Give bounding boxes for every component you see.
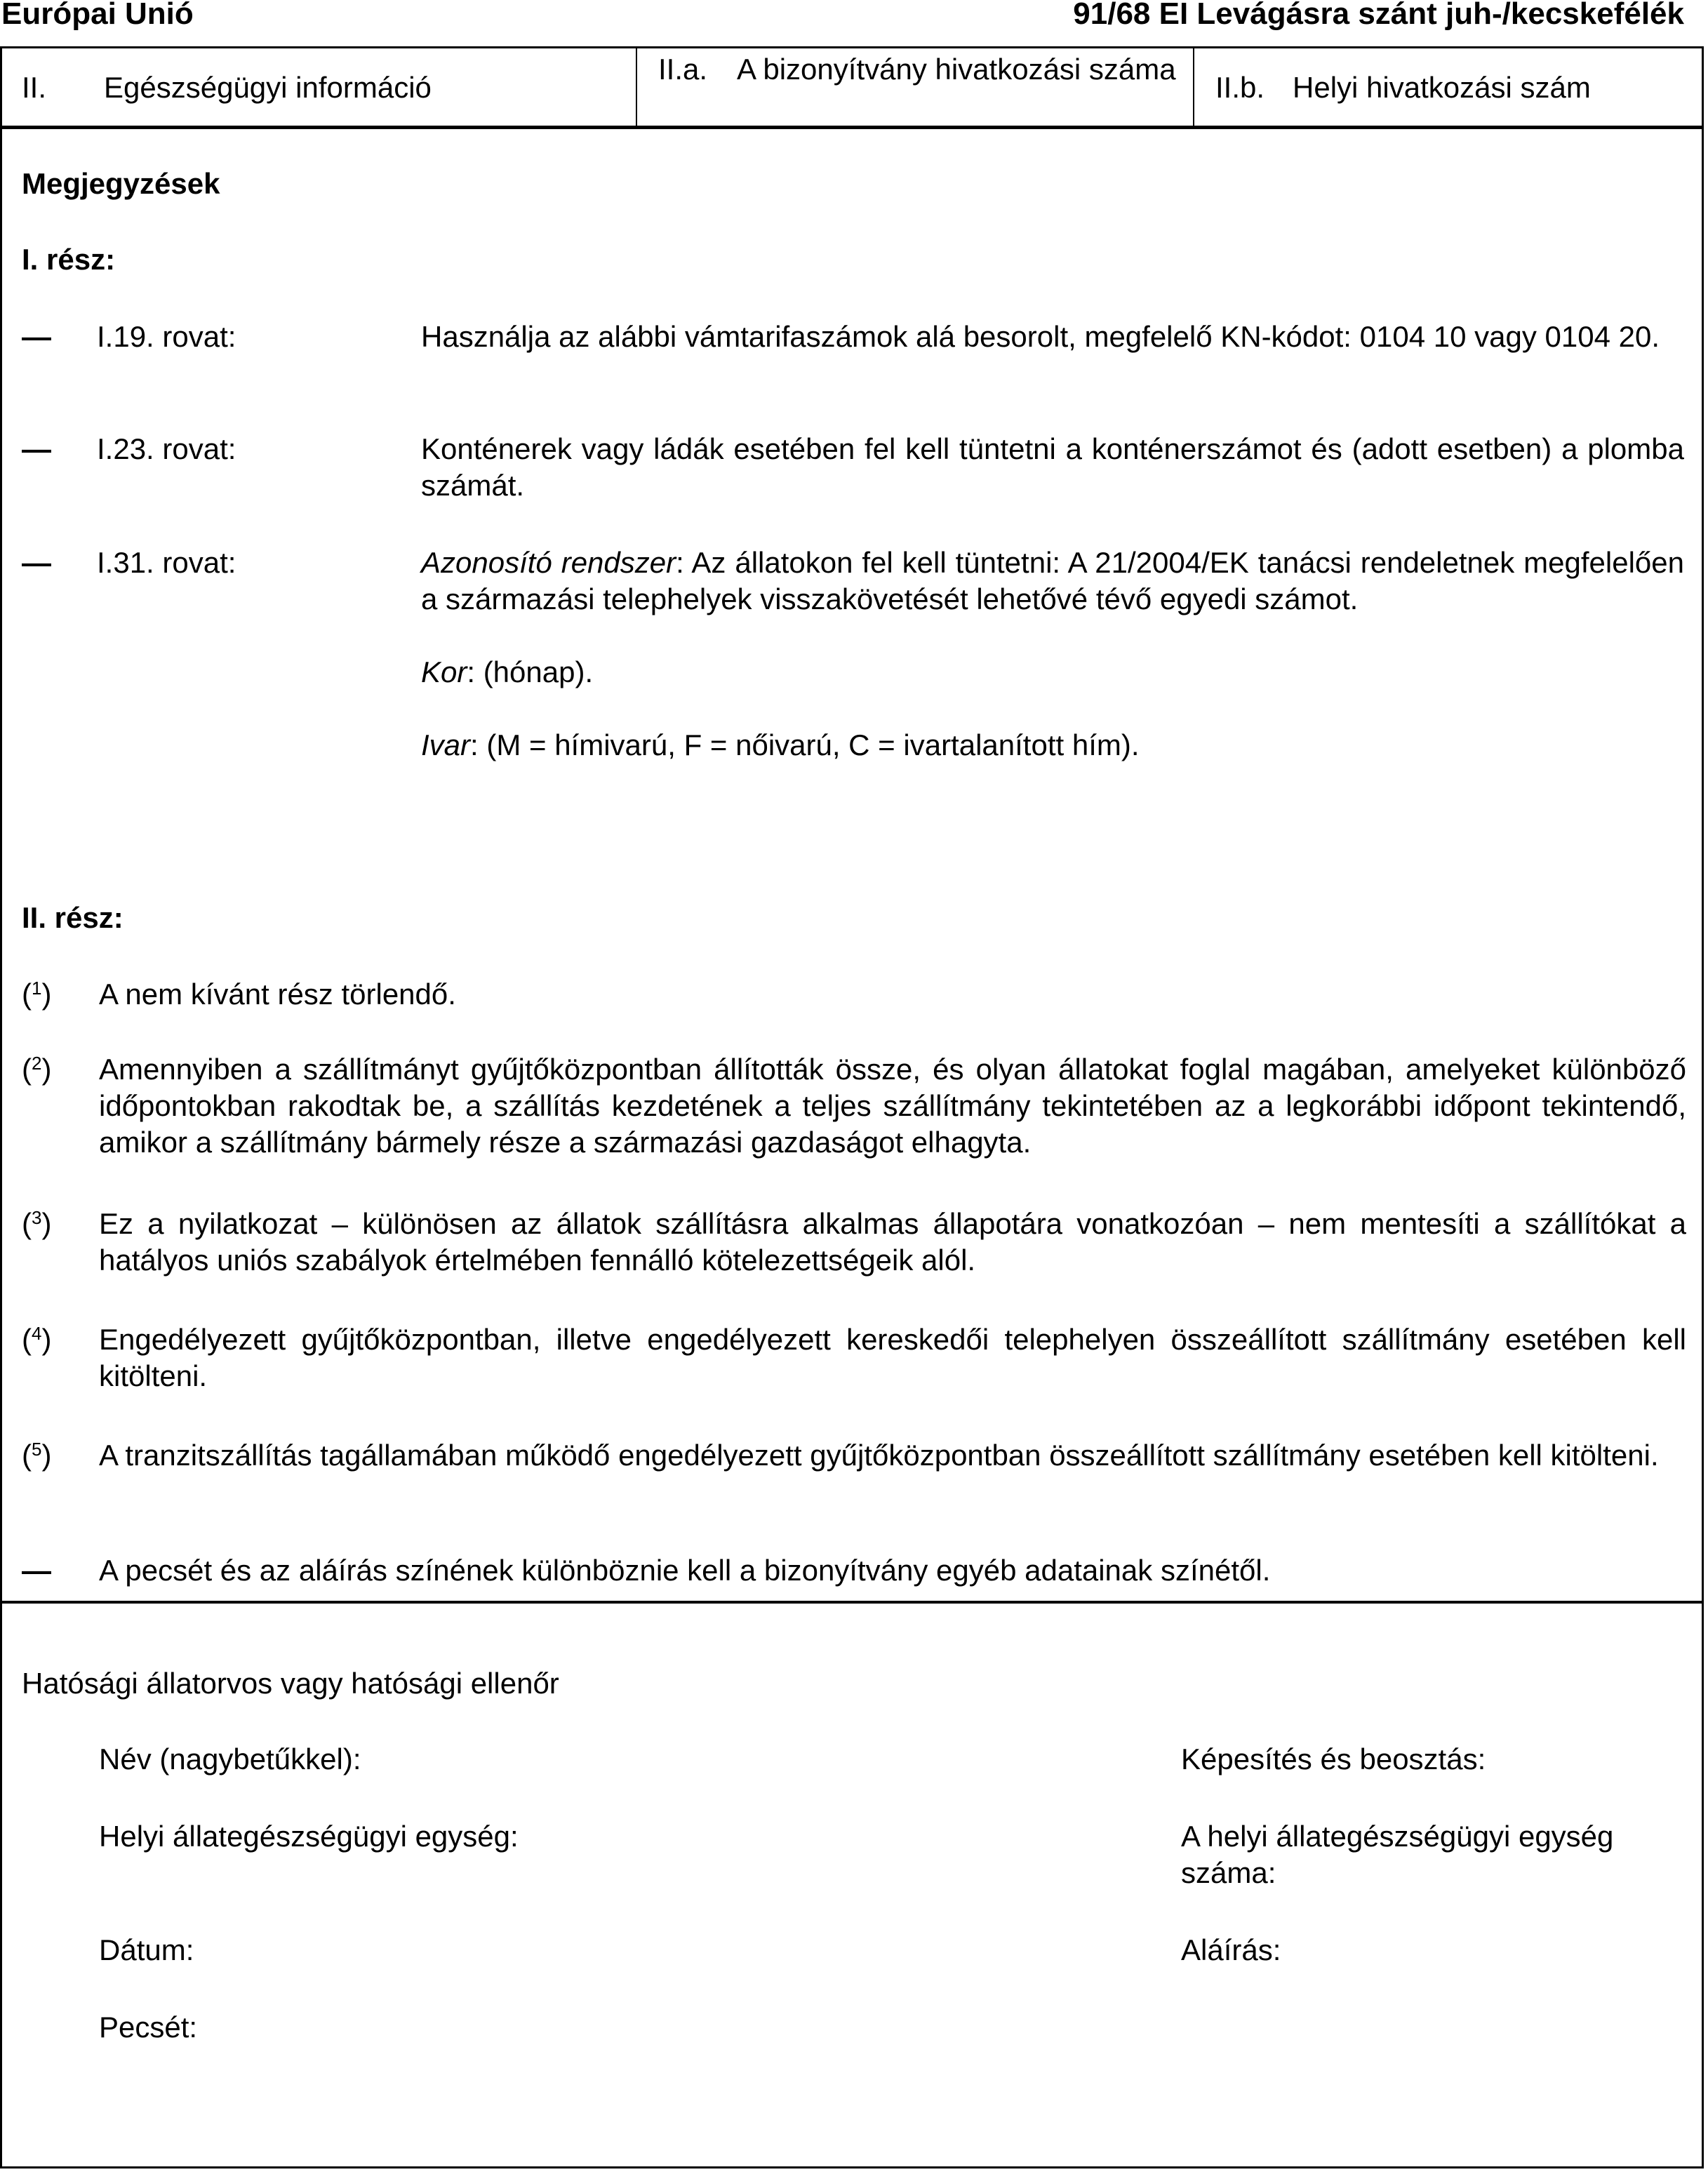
footnote-text: Amennyiben a szállítmányt gyűjtőközpontban állították össze, és olyan állatokat foglal magában, amelyeket különböző időpontokban rakodtak be, a szállítás kezdetének a teljes szállítmány tekintetében az a legkorábbi időpont tekintendő, amikor a szállítmány bármely része a származási gazdaságot elhagyta. [99,1053,1686,1159]
section-number: II. [22,71,47,104]
dash-bullet: — [22,432,51,465]
section-header-certificate-reference [637,48,1194,126]
footnote-number: ($^3$) [22,1207,52,1240]
section-number: II.a. [658,53,708,86]
term-label: Ivar [421,728,471,761]
footnote-number: ($^5$) [22,1439,52,1472]
section-label: Helyi hivatkozási szám [1293,71,1591,104]
certificate-frame [0,46,1704,2168]
section-header-local-reference [1194,48,1703,126]
stamp-field-label: Pecsét: [99,2011,198,2044]
part2-title: II. rész: [22,901,124,934]
signature-section [2,1604,1702,2165]
notes-section [2,129,1702,1604]
section-label: Egészségügyi információ [104,71,432,104]
footnote-text: Engedélyezett gyűjtőközpontban, illetve engedélyezett kereskedői telephelyen összeállított szállítmány esetében kell kitölteni. [99,1323,1686,1392]
field-reference: I.23. rovat: [97,432,236,465]
header-right-title: 91/68 EI Levágásra szánt juh-/kecskefélék [1073,0,1684,31]
footnote-text: A nem kívánt rész törlendő. [99,978,456,1011]
date-field-label: Dátum: [99,1933,194,1966]
local-unit-number-field-label: A helyi állategészségügyi egység száma: [1181,1820,1614,1889]
section-header-health-info [2,48,637,126]
footnote-text: A tranzitszállítás tagállamában működő engedélyezett gyűjtőközpontban összeállított szállítmány esetében kell kitölteni. [99,1439,1659,1472]
dash-bullet: — [22,320,51,353]
official-title: Hatósági állatorvos vagy hatósági ellenőr [22,1667,559,1700]
document-header [0,0,1708,45]
footnote-text: Ez a nyilatkozat – különösen az állatok szállításra alkalmas állapotára vonatkozóan – nem mentesíti a szállítókat a hatályos uniós szabályok értelmében fennálló kötelezettségeik alól. [99,1207,1686,1277]
note-text [421,545,1684,764]
qualification-field-label: Képesítés és beosztás: [1181,1743,1486,1775]
local-unit-field-label: Helyi állategészségügyi egység: [99,1820,519,1853]
term-label: Azonosító rendszer [421,546,676,579]
notes-title: Megjegyzések [22,167,220,200]
section-label: A bizonyítvány hivatkozási száma [737,53,1176,86]
note-text: Használja az alábbi vámtarifaszámok alá besorolt, megfelelő KN-kódot: 0104 10 vagy 0104 20. [421,320,1660,353]
sex-note: Ivar: (M = hímivarú, F = nőivarú, C = ivartalanított hím). [421,728,1140,761]
dash-bullet: — [22,1554,51,1587]
footnote-number: ($^2$) [22,1053,52,1086]
term-label: Kor [421,655,467,688]
age-note: Kor: (hónap). [421,655,594,688]
footnote-number: ($^4$) [22,1323,52,1356]
note-text: A pecsét és az aláírás színének különböznie kell a bizonyítvány egyéb adatainak színétől. [99,1554,1271,1587]
identification-system-note: Azonosító rendszer: Az állatokon fel kell tüntetni: A 21/2004/EK tanácsi rendeletnek megfelelően a származási telephelyek visszakövetését lehetővé tévő egyedi számot. [421,546,1684,615]
header-left-title: Európai Unió [1,0,194,31]
footnote-number: ($^1$) [22,978,52,1011]
section-header-row [2,48,1702,129]
note-text: Konténerek vagy ládák esetében fel kell tüntetni a konténerszámot és (adott esetben) a plomba számát. [421,432,1684,502]
field-reference: I.31. rovat: [97,546,236,579]
dash-bullet: — [22,546,51,579]
section-number: II.b. [1215,71,1265,104]
signature-field-label: Aláírás: [1181,1933,1281,1966]
name-field-label: Név (nagybetűkkel): [99,1743,361,1775]
field-reference: I.19. rovat: [97,320,236,353]
part1-title: I. rész: [22,243,116,276]
